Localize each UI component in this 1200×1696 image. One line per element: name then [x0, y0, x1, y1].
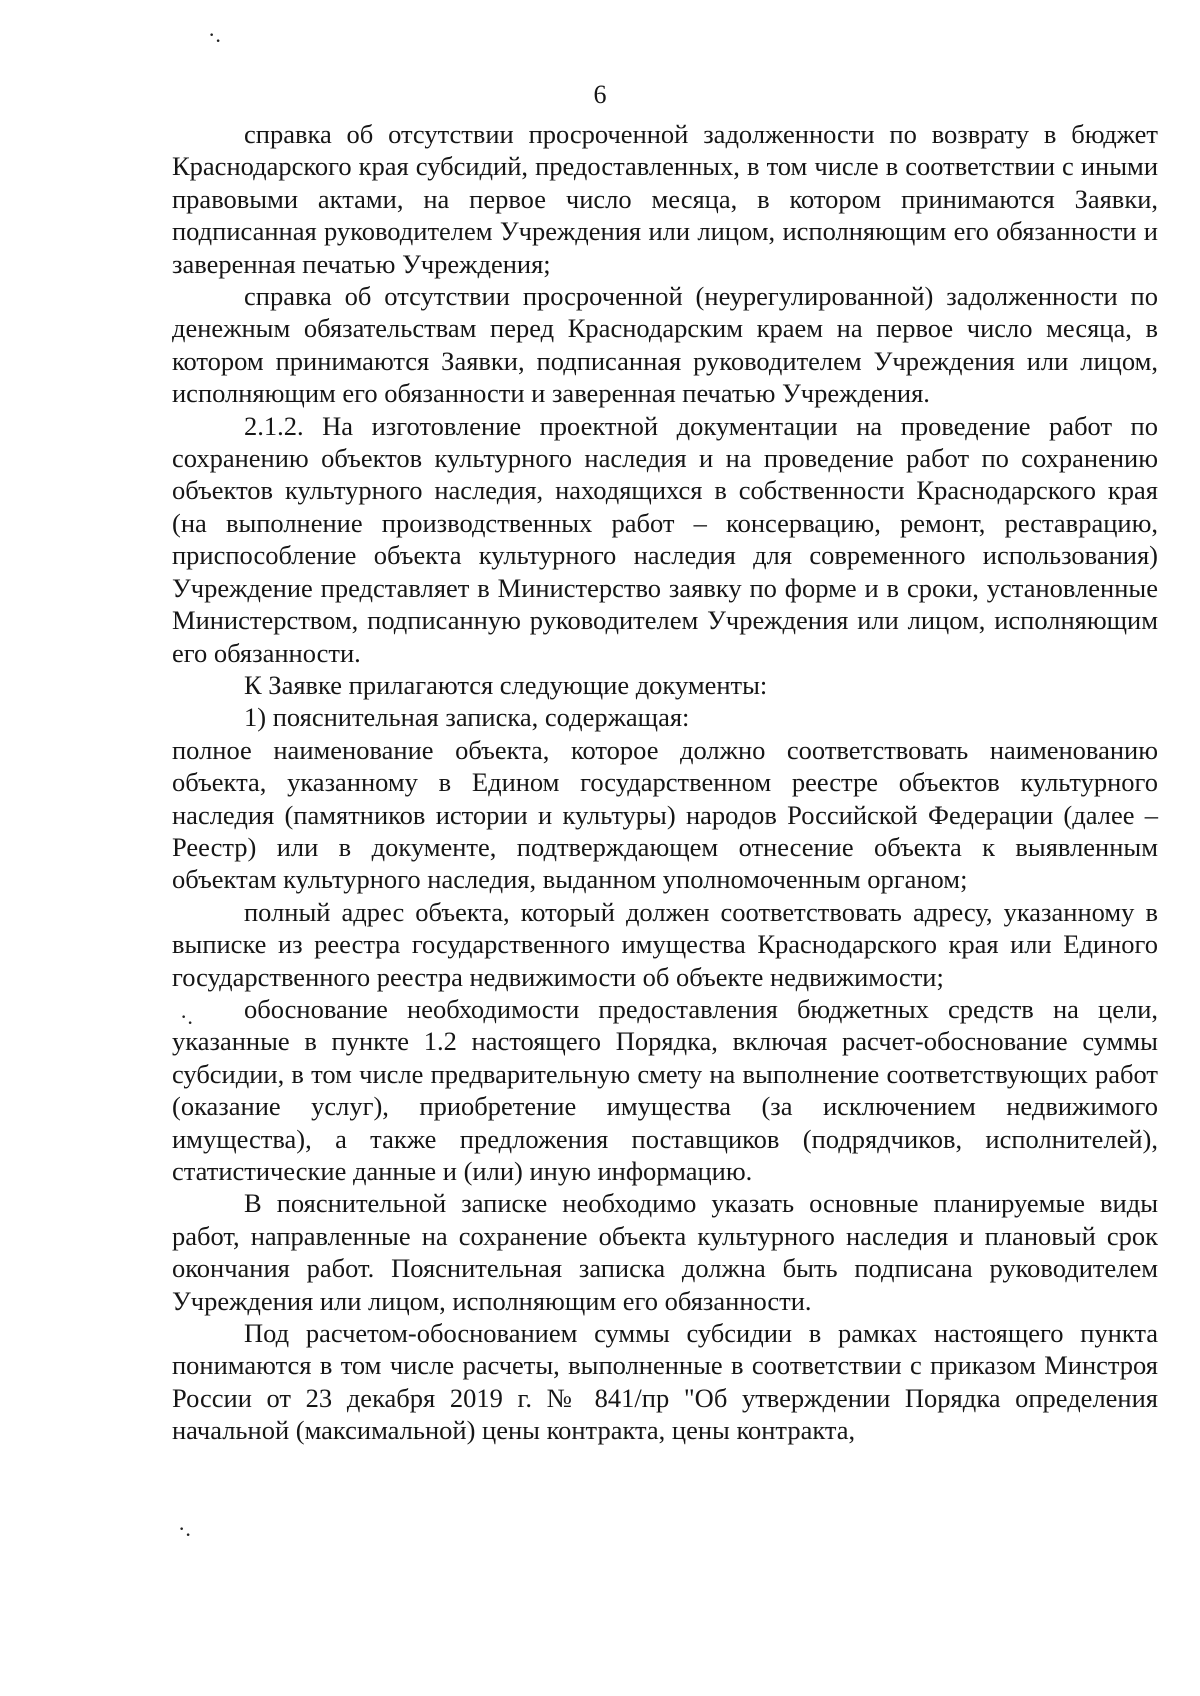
- paragraph: обоснование необходимости предоставления бюджетных средств на цели, указанные в пункте 1.2 настоящего Порядка, включая расчет-обоснование суммы субсидии, в том числе предварительную смету на выполнение соответствующих работ (оказание услуг), приобретение имущества (за исключением недвижимого имущества), а также предложения поставщиков (подрядчиков, исполнителей), статистические данные и (или) иную информацию.: [172, 993, 1158, 1186]
- scan-speck-mark: ·.: [178, 1516, 191, 1541]
- document-body: [172, 118, 1158, 1447]
- paragraph: полное наименование объекта, которое должно соответствовать наименованию объекта, указанному в Едином государственном реестре объектов культурного наследия (памятников истории и культуры) народов Российской Федерации (далее – Реестр) или в документе, подтверждающем отнесение объекта к выявленным объектам культурного наследия, выданном уполномоченным органом;: [172, 734, 1158, 895]
- paragraph: В пояснительной записке необходимо указать основные планируемые виды работ, направленные на сохранение объекта культурного наследия и плановый срок окончания работ. Пояснительная записка должна быть подписана руководителем Учреждения или лицом, исполняющим его обязанности.: [172, 1188, 1158, 1316]
- page-number: 6: [593, 80, 607, 109]
- paragraph: Под расчетом-обоснованием суммы субсидии в рамках настоящего пункта понимаются в том числе расчеты, выполненные в соответствии с приказом Минстроя России от 23 декабря 2019 г. № 841/пр "Об утверждении Порядка определения начальной (максимальной) цены контракта, цены контракта,: [172, 1318, 1158, 1446]
- paragraph: 2.1.2. На изготовление проектной документации на проведение работ по сохранению объектов культурного наследия и на проведение работ по сохранению объектов культурного наследия, находящихся в собственности Краснодарского края (на выполнение производственных работ – консервацию, ремонт, реставрацию, приспособление объекта культурного наследия для современного использования) Учреждение представляет в Министерство заявку по форме и в сроки, установленные Министерством, подписанную руководителем Учреждения или лицом, исполняющим его обязанности.: [172, 410, 1158, 668]
- scan-speck-mark: ·.: [180, 1004, 193, 1029]
- paragraph: справка об отсутствии просроченной задолженности по возврату в бюджет Краснодарского края субсидий, предоставленных, в том числе в соответствии с иными правовыми актами, на первое число месяца, в котором принимаются Заявки, подписанная руководителем Учреждения или лицом, исполняющим его обязанности и заверенная печатью Учреждения;: [172, 119, 1158, 279]
- paragraph: К Заявке прилагаются следующие документы:: [244, 669, 768, 700]
- paragraph: справка об отсутствии просроченной (неурегулированной) задолженности по денежным обязательствам перед Краснодарским краем на первое число месяца, в котором принимаются Заявки, подписанная руководителем Учреждения или лицом, исполняющим его обязанности и заверенная печатью Учреждения.: [172, 281, 1158, 409]
- scan-speck-mark: ·.: [208, 22, 221, 47]
- paragraph: 1) пояснительная записка, содержащая:: [244, 702, 690, 733]
- paragraph: полный адрес объекта, который должен соответствовать адресу, указанному в выписке из реестра государственного имущества Краснодарского края или Единого государственного реестра недвижимости об объекте недвижимости;: [172, 896, 1158, 992]
